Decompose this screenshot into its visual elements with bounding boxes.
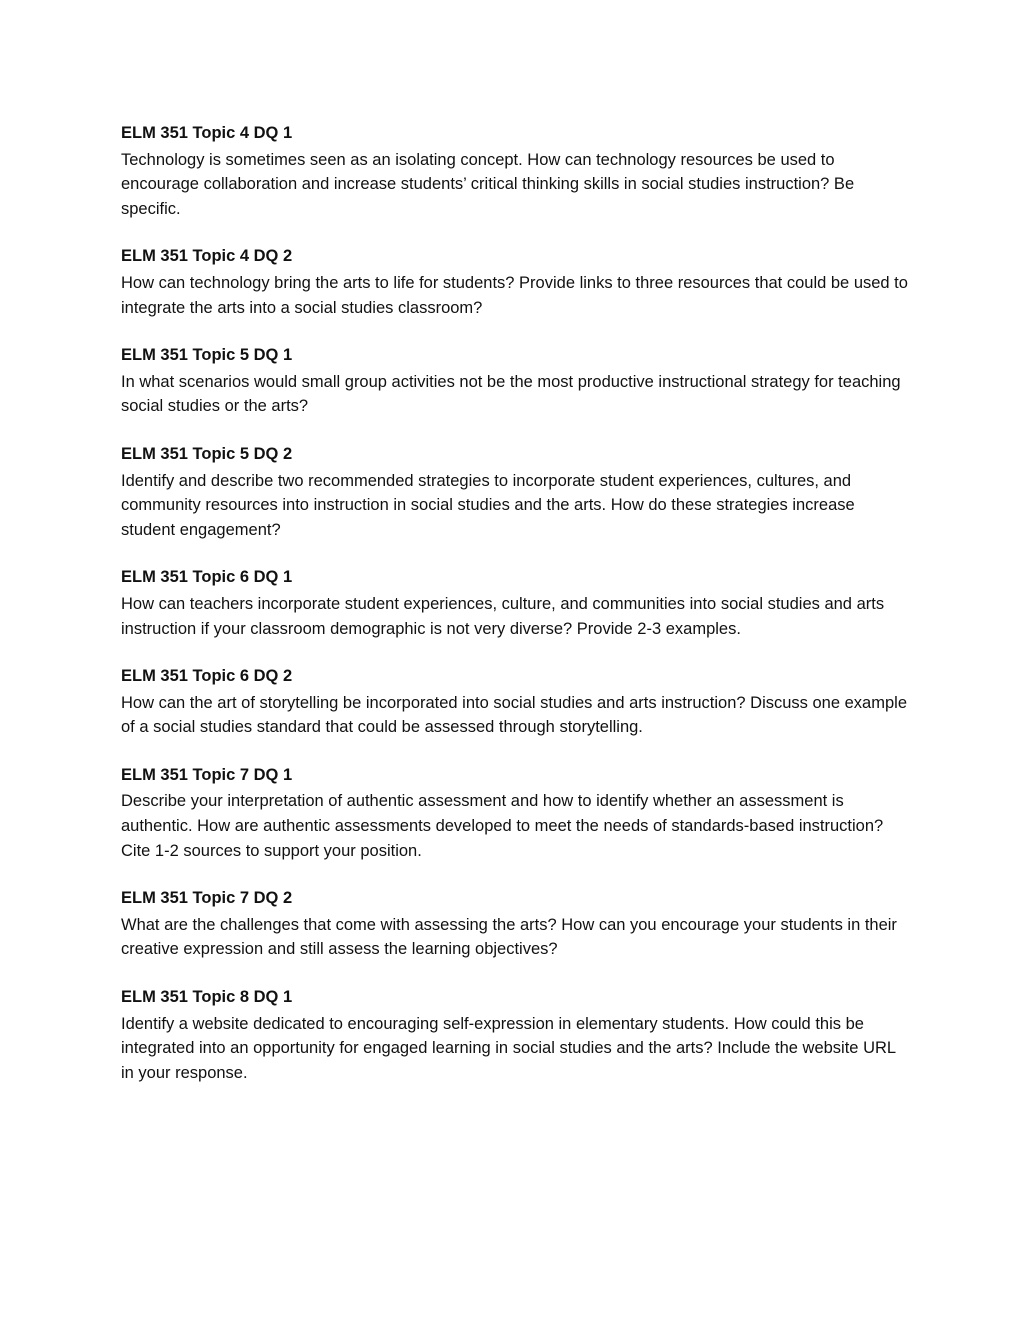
discussion-question-section (121, 763, 911, 863)
section-body: Identify and describe two recommended strategies to incorporate student experiences, cultures, and community resources into instruction in social studies and the arts. How do these strategies increase student engagement? (121, 471, 855, 539)
discussion-question-section (121, 985, 911, 1085)
section-title: ELM 351 Topic 4 DQ 2 (121, 247, 293, 266)
discussion-question-section (121, 343, 911, 419)
section-title: ELM 351 Topic 6 DQ 2 (121, 667, 293, 686)
section-body: How can teachers incorporate student experiences, culture, and communities into social studies and arts instruction if your classroom demographic is not very diverse? Provide 2-3 examples. (121, 594, 885, 638)
section-title: ELM 351 Topic 5 DQ 1 (121, 346, 293, 365)
document-content (121, 121, 911, 1108)
section-body: What are the challenges that come with assessing the arts? How can you encourage your students in their creative expression and still assess the learning objectives? (121, 915, 897, 959)
discussion-question-section (121, 244, 911, 320)
section-title: ELM 351 Topic 4 DQ 1 (121, 124, 293, 142)
section-title: ELM 351 Topic 7 DQ 2 (121, 889, 293, 908)
section-body: How can the art of storytelling be incorporated into social studies and arts instruction? Discuss one example of a social studies standard that could be assessed through storytelling. (121, 693, 907, 737)
section-title: ELM 351 Topic 6 DQ 1 (121, 568, 293, 587)
discussion-question-section (121, 664, 911, 740)
section-title: ELM 351 Topic 7 DQ 1 (121, 765, 293, 784)
section-body: Identify a website dedicated to encouraging self-expression in elementary students. How could this be integrated into an opportunity for engaged learning in social studies and the arts? Include the website URL in your response. (121, 1014, 896, 1082)
discussion-question-section (121, 886, 911, 962)
section-title: ELM 351 Topic 5 DQ 2 (121, 444, 293, 463)
section-body: How can technology bring the arts to life for students? Provide links to three resources that could be used to integrate the arts into a social studies classroom? (121, 273, 908, 317)
section-body: In what scenarios would small group activities not be the most productive instructional strategy for teaching social studies or the arts? (121, 372, 901, 416)
section-body: Describe your interpretation of authentic assessment and how to identify whether an assessment is authentic. How are authentic assessments developed to meet the needs of standards-based instruction? Cite 1-2 sources to support your position. (121, 792, 884, 860)
section-title: ELM 351 Topic 8 DQ 1 (121, 988, 293, 1007)
discussion-question-section (121, 442, 911, 542)
discussion-question-section (121, 565, 911, 641)
section-body: Technology is sometimes seen as an isolating concept. How can technology resources be used to encourage collaboration and increase students’ critical thinking skills in social studies instruction? Be specific. (121, 150, 855, 218)
discussion-question-section (121, 121, 911, 221)
